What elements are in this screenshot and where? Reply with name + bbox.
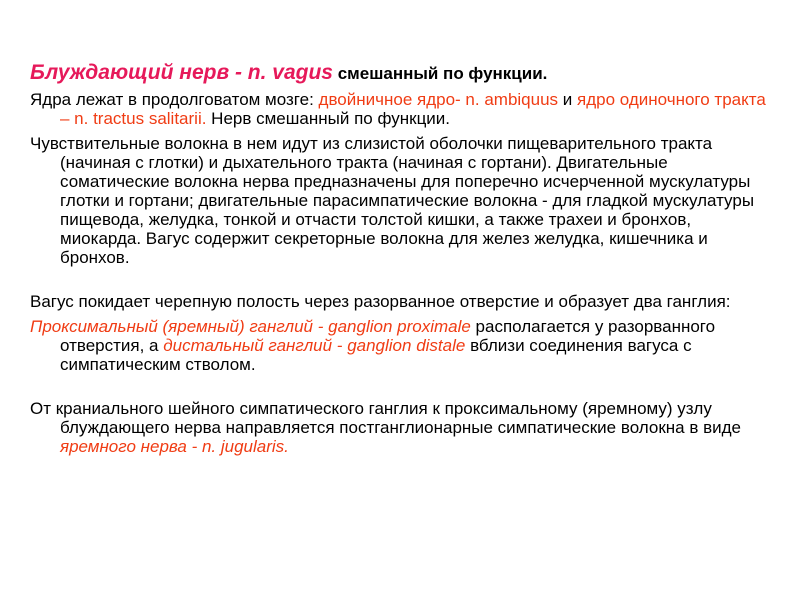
term-n-jugularis: яремного нерва - n. jugularis. xyxy=(60,437,289,456)
text: Нерв смешанный по функции. xyxy=(206,109,451,128)
paragraph-nuclei xyxy=(30,90,775,128)
text: От краниального шейного симпатического ганглия к проксимальному (яремному) узлу блуждающего нерва направляется постганглионарные симпатические волокна в виде xyxy=(30,399,742,437)
spacer xyxy=(30,273,775,292)
text: вблизи соединения вагуса с симпатическим стволом. xyxy=(60,336,692,374)
title-main: Блуждающий нерв - n. vagus xyxy=(30,61,333,84)
slide-title xyxy=(30,62,775,85)
term-ganglion-distale: дистальный ганглий - ganglion distale xyxy=(163,336,466,355)
slide-content xyxy=(30,62,775,462)
text: располагается у разорванного отверстия, а xyxy=(60,317,716,355)
paragraph-ganglia xyxy=(30,317,775,374)
term-nucleus-tractus-solitarii: ядро одиночного тракта – n. tractus salitarii. xyxy=(60,90,766,128)
text: и xyxy=(558,90,577,109)
text: Ядра лежат в продолговатом мозге: xyxy=(30,90,319,109)
paragraph-exit: Вагус покидает черепную полость через разорванное отверстие и образует два ганглия: xyxy=(30,292,731,311)
title-suffix: смешанный по функции. xyxy=(332,64,548,83)
term-nucleus-ambiguus: двойничное ядро- n. ambiquus xyxy=(318,90,559,109)
spacer xyxy=(30,380,775,399)
term-ganglion-proximale: Проксимальный (яремный) ганглий - ganglion proximale xyxy=(30,317,471,336)
paragraph-jugular-nerve xyxy=(30,399,775,456)
paragraph-fibers: Чувствительные волокна в нем идут из слизистой оболочки пищеварительного тракта (начиная с глотки) и дыхательного тракта (начиная с гортани). Двигательные соматические волокна нерва предназначены для поперечно исчерченной мускулатуры глотки и гортани; двигательные парасимпатические волокна - для гладкой мускулатуры пищевода, желудка, тонкой и отчасти толстой кишки, а также трахеи и бронхов, миокарда. Вагус содержит секреторные волокна для желез желудка, кишечника и бронхов. xyxy=(30,134,755,267)
